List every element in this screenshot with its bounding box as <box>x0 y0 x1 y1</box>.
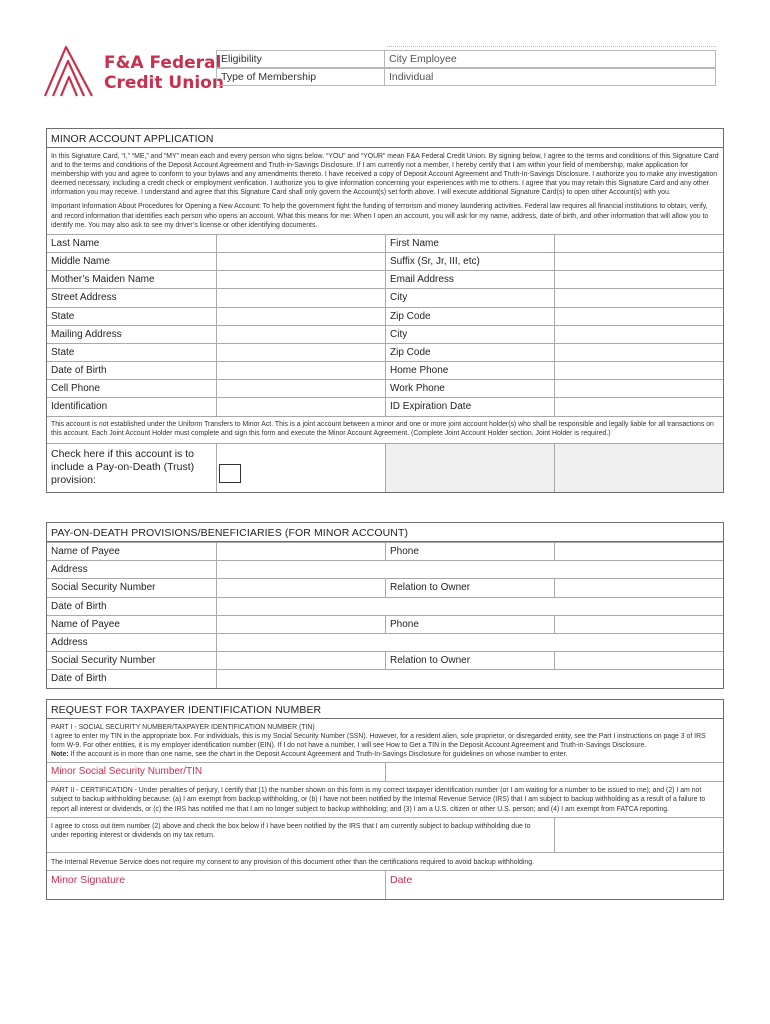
minor-ssn-input[interactable] <box>386 763 723 781</box>
membership-type-row <box>216 68 716 86</box>
pod-section-title: PAY-ON-DEATH PROVISIONS/BENEFICIARIES (FOR MINOR ACCOUNT) <box>47 523 723 542</box>
pod-date-of-birth-label: Date of Birth <box>47 598 217 615</box>
city-label: City <box>386 326 555 343</box>
pod-social-security-number-input[interactable] <box>217 579 386 596</box>
pod-social-security-number-label: Social Security Number <box>47 579 217 596</box>
city-input[interactable] <box>555 289 723 306</box>
tin-note <box>51 750 719 759</box>
pod-name-of-payee-input[interactable] <box>217 543 386 560</box>
eligibility-value[interactable]: City Employee <box>389 53 457 65</box>
pod-check-blank <box>217 444 386 492</box>
tin-section <box>46 699 724 900</box>
eligibility-label: Eligibility <box>217 51 385 67</box>
minor-field-row <box>47 397 723 415</box>
pod-relation-to-owner-label: Relation to Owner <box>386 579 555 596</box>
tin-part1-heading: PART I - SOCIAL SECURITY NUMBER/TAXPAYER IDENTIFICATION NUMBER (TIN) <box>51 724 315 731</box>
membership-type-label: Type of Membership <box>217 69 385 85</box>
cell-phone-input[interactable] <box>217 380 386 397</box>
identification-input[interactable] <box>217 398 386 415</box>
minor-fields-table <box>47 234 723 416</box>
pod-field-row <box>47 615 723 633</box>
state-input[interactable] <box>217 344 386 361</box>
tin-section-title: REQUEST FOR TAXPAYER IDENTIFICATION NUMBER <box>47 700 723 719</box>
tin-part2-body: - Under penalties of perjury, I certify that (1) the number shown on this form is my correct taxpayer identification number (or I am waiting for a number to be issued to me); and (2) I am not subject to backup withholding because: (a) I am exempt from backup withholding, or (b) I have not been notified by the Internal Revenue Service (IRS) that I am subject to backup withholding as a result of a failure to report all interest or dividends, or (c) the IRS has notified me that I am no longer subject to backup withholding; and (3) I am a U.S. citizen or other U.S. person; and (4) I am exempt from FATCA reporting. <box>51 787 706 813</box>
state-input[interactable] <box>217 308 386 325</box>
mother-s-maiden-name-input[interactable] <box>217 271 386 288</box>
pod-field-row <box>47 560 723 578</box>
pod-phone-label: Phone <box>386 543 555 560</box>
tin-part1-body: I agree to enter my TIN in the appropriate box. For individuals, this is my Social Security Number (SSN). However, for a resident alien, sole proprietor, or disregarded entity, see the Part I instructions on page 3 of IRS form W-9. For other entities, it is my employer identification number (EIN). If I do not have a number, I will see How to Get a TIN in the Deposit Account Agreement and Truth-in-Savings Disclosure. <box>51 733 706 750</box>
pod-date-of-birth-input[interactable] <box>217 598 723 615</box>
minor-ssn-label: Minor Social Security Number/TIN <box>47 763 386 781</box>
zip-code-input[interactable] <box>555 344 723 361</box>
pod-checkbox[interactable] <box>219 464 241 483</box>
pod-field-row <box>47 651 723 669</box>
pod-field-row <box>47 578 723 596</box>
id-expiration-date-label: ID Expiration Date <box>386 398 555 415</box>
pod-social-security-number-label: Social Security Number <box>47 652 217 669</box>
backup-withholding-row <box>47 817 723 852</box>
pod-field-row <box>47 669 723 687</box>
email-address-label: Email Address <box>386 271 555 288</box>
tin-note-label: Note: <box>51 751 69 759</box>
work-phone-label: Work Phone <box>386 380 555 397</box>
mailing-address-label: Mailing Address <box>47 326 217 343</box>
minor-field-row <box>47 234 723 252</box>
pod-phone-input[interactable] <box>555 616 723 633</box>
minor-intro-text: In this Signature Card, “I,” “ME,” and “MY” mean each and every person who signs below. “YOU” and “YOUR” mean F&A Federal Credit Union. By signing below, I agree to the terms and conditions of this Signature Card and to the terms and conditions of the Deposit Account Agreement and Truth-in-Savings Disclosure. If I am currently not a member, I hereby certify that I am within your field of membership, make application for membership with you and agree to conform to your bylaws and any amendments thereto. I have received a copy of Deposit Account Agreement and Truth-In-Savings Disclosure. I authorize you to make any investigation deemed necessary, including a credit check or employment verification. I authorize you to give information concerning your experiences with me to others. I agree that you may retain this Signature Card and any other information you may receive. I understand and agree that this Signature Card shall only govern the Account(s) set forth above. I will execute additional Signature Card(s) to open other Account(s) with you. <box>51 153 719 197</box>
pod-name-of-payee-input[interactable] <box>217 616 386 633</box>
pod-address-label: Address <box>47 561 217 578</box>
work-phone-input[interactable] <box>555 380 723 397</box>
minor-account-section <box>46 128 724 493</box>
street-address-label: Street Address <box>47 289 217 306</box>
city-label: City <box>386 289 555 306</box>
brand-line1: F&A Federal <box>104 53 222 73</box>
pod-check-shaded-2 <box>555 444 723 492</box>
mailing-address-input[interactable] <box>217 326 386 343</box>
pod-check-text: Check here if this account is to include a Pay-on-Death (Trust) provision: <box>51 447 195 486</box>
pod-address-input[interactable] <box>217 634 723 651</box>
cross-out-text: I agree to cross out item number (2) above and check the box below if I have been notified by the IRS that I am currently subject to backup withholding due to under reporting interest or dividends on my tax return. <box>47 818 555 852</box>
tin-part2-block <box>47 781 723 816</box>
signature-row <box>47 870 723 899</box>
pod-relation-to-owner-label: Relation to Owner <box>386 652 555 669</box>
city-input[interactable] <box>555 326 723 343</box>
first-name-label: First Name <box>386 235 555 252</box>
pod-relation-to-owner-input[interactable] <box>555 652 723 669</box>
pod-date-of-birth-input[interactable] <box>217 670 723 687</box>
state-label: State <box>47 344 217 361</box>
street-address-input[interactable] <box>217 289 386 306</box>
tin-part1-block <box>47 719 723 762</box>
signature-date-field[interactable]: Date <box>390 873 413 886</box>
middle-name-input[interactable] <box>217 253 386 270</box>
minor-field-row <box>47 325 723 343</box>
tin-part2-heading: PART II - CERTIFICATION <box>51 787 133 795</box>
email-address-input[interactable] <box>555 271 723 288</box>
minor-field-row <box>47 307 723 325</box>
pod-phone-input[interactable] <box>555 543 723 560</box>
header-divider <box>387 46 716 47</box>
pod-address-label: Address <box>47 634 217 651</box>
pod-check-shaded-1 <box>386 444 555 492</box>
zip-code-label: Zip Code <box>386 344 555 361</box>
pod-field-row <box>47 597 723 615</box>
state-label: State <box>47 308 217 325</box>
eligibility-row <box>216 50 716 68</box>
pod-phone-label: Phone <box>386 616 555 633</box>
identification-label: Identification <box>47 398 217 415</box>
zip-code-input[interactable] <box>555 308 723 325</box>
pod-field-row <box>47 542 723 560</box>
minor-field-row <box>47 379 723 397</box>
id-expiration-date-input[interactable] <box>555 398 723 415</box>
middle-name-label: Middle Name <box>47 253 217 270</box>
membership-type-value[interactable]: Individual <box>389 71 434 83</box>
date-of-birth-label: Date of Birth <box>47 362 217 379</box>
first-name-input[interactable] <box>555 235 723 252</box>
tin-note-body: If the account is in more than one name, see the chart in the Deposit Account Agreement and Truth-In-Savings Disclosure for guidelines on whose number to enter. <box>70 751 568 759</box>
minor-field-row <box>47 343 723 361</box>
pod-check-row <box>47 443 723 492</box>
brand-name <box>104 53 224 93</box>
important-info-text: Important Information About Procedures for Opening a New Account: To help the government fight the funding of terrorism and money laundering activities. Federal law requires all financial institutions to obtain, verify, and record information that identifies each person who opens an account. What this means for me: When I open an account, you will ask for my name, address, date of birth, and other information that will allow you to identify me. You may also ask to see my driver’s license or other identifying documents. <box>51 203 709 229</box>
zip-code-label: Zip Code <box>386 308 555 325</box>
minor-field-row <box>47 288 723 306</box>
backup-withholding-checkbox[interactable] <box>555 818 723 852</box>
pod-check-label <box>47 444 217 492</box>
pod-name-of-payee-label: Name of Payee <box>47 543 217 560</box>
pod-beneficiaries-section <box>46 522 724 689</box>
minor-field-row <box>47 361 723 379</box>
brand-line2: Credit Union <box>104 73 224 93</box>
pod-name-of-payee-label: Name of Payee <box>47 616 217 633</box>
minor-field-row <box>47 270 723 288</box>
cell-phone-label: Cell Phone <box>47 380 217 397</box>
suffix-sr-jr-iii-etc-input[interactable] <box>555 253 723 270</box>
pod-date-of-birth-label: Date of Birth <box>47 670 217 687</box>
minor-signature-field[interactable]: Minor Signature <box>47 871 386 899</box>
pod-address-input[interactable] <box>217 561 723 578</box>
last-name-input[interactable] <box>217 235 386 252</box>
tin-input-row <box>47 762 723 781</box>
last-name-label: Last Name <box>47 235 217 252</box>
date-of-birth-input[interactable] <box>217 362 386 379</box>
irs-consent-note: The Internal Revenue Service does not require my consent to any provision of this document other than the certifications required to avoid backup withholding. <box>47 852 723 870</box>
pod-relation-to-owner-input[interactable] <box>555 579 723 596</box>
home-phone-input[interactable] <box>555 362 723 379</box>
mother-s-maiden-name-label: Mother’s Maiden Name <box>47 271 217 288</box>
suffix-sr-jr-iii-etc-label: Suffix (Sr, Jr, III, etc) <box>386 253 555 270</box>
minor-section-title: MINOR ACCOUNT APPLICATION <box>47 129 723 148</box>
minor-field-row <box>47 252 723 270</box>
home-phone-label: Home Phone <box>386 362 555 379</box>
joint-account-note: This account is not established under the Uniform Transfers to Minor Act. This is a joint account between a minor and one or more joint account holder(s) who shall be responsible and legally liable for all transactions on this account. Each Joint Account Holder must complete and sign this form and execute the Minor Account Agreement. (Complete Joint Account Holder section. Joint Holder is required.) <box>47 416 723 443</box>
pod-social-security-number-input[interactable] <box>217 652 386 669</box>
pod-fields-table <box>47 542 723 688</box>
pod-field-row <box>47 633 723 651</box>
